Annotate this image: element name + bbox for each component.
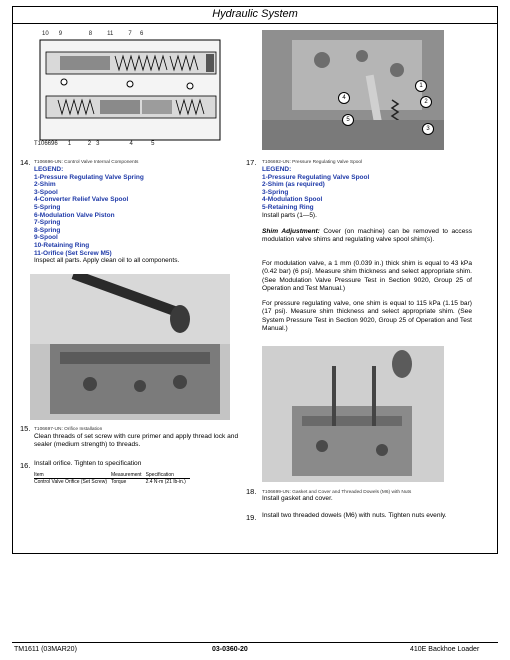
step-18-number: 18. [246, 487, 257, 496]
fig2-callout: 3 [422, 123, 434, 135]
step-17-caption: T106692-UN: Pressure Regulating Valve Spool [262, 160, 363, 165]
footer-page-number: 03-0360-20 [212, 646, 248, 653]
fig1-top-num: 9 [58, 31, 63, 37]
legend-item: 1-Pressure Regulating Valve Spool [262, 173, 370, 181]
figure-orifice-installation [30, 274, 230, 420]
fig1-top-num: 10 [42, 31, 49, 37]
step-15-caption: T106697-UN: Orifice Installation [34, 427, 103, 432]
control-valve-drawing [30, 30, 235, 152]
figure-pressure-regulating-spool [262, 30, 444, 150]
table-header-cell: Item [34, 472, 111, 479]
header-rule [12, 23, 498, 24]
step-15-text: Clean threads of set screw with cure primer and apply thread lock and sealer (medium strength) to threads. [34, 433, 239, 449]
footer-machine-name: 410E Backhoe Loader [410, 646, 480, 653]
legend-title: LEGEND: [262, 166, 292, 173]
step-17-instruction: Install parts (1—5). [262, 211, 317, 219]
legend-item: 3-Spool [34, 188, 58, 196]
orifice-photo [30, 274, 230, 420]
step-14-number: 14. [20, 158, 31, 167]
fig1-top-num: 8 [88, 31, 93, 37]
legend-item: 4-Modulation Spool [262, 196, 323, 204]
table-row [34, 479, 190, 486]
fig1-top-num: 7 [128, 31, 132, 37]
figure-control-valve-internal [30, 30, 235, 152]
table-cell: 2.4 N·m (21 lb-in.) [145, 479, 186, 485]
step-14-instruction: Inspect all parts. Apply clean oil to all components. [34, 257, 180, 265]
step-16-number: 16. [20, 461, 31, 470]
legend-item: 11-Orifice (Set Screw M5) [34, 249, 112, 257]
legend-item: 2-Shim (as required) [262, 181, 325, 189]
legend-item: 8-Spring [34, 226, 61, 234]
legend-item: 2-Shim [34, 181, 56, 189]
legend-item: 10-Retaining Ring [34, 241, 90, 249]
fig2-callout: 4 [338, 92, 350, 104]
fig1-bottom-num: 4 [129, 141, 133, 147]
step-15-number: 15. [20, 424, 31, 433]
legend-item: 9-Spool [34, 234, 58, 242]
figure-gasket-cover [262, 346, 444, 482]
legend-item: 5-Retaining Ring [262, 203, 314, 211]
table-header-cell: Specification [146, 472, 190, 479]
step-19-number: 19. [246, 513, 257, 522]
page-title: Hydraulic System [212, 8, 298, 20]
fig1-id: T106696 [34, 141, 58, 147]
shim-text: Cover (on machine) can be removed to access modulation valve shims and regulating valve spool shim(s). [262, 228, 472, 244]
shim-adjustment-paragraph [262, 228, 472, 245]
fig2-callout: 5 [342, 114, 354, 126]
fig2-callout: 2 [420, 96, 432, 108]
fig1-bottom-num: 1 [67, 141, 72, 147]
fig1-bottom-num: 5 [151, 141, 155, 147]
step-17-number: 17. [246, 158, 257, 167]
legend-item: 4-Converter Relief Valve Spool [34, 196, 129, 204]
step-18-caption: T106699-UN: Gasket and Cover and Threaded Dowels (M6) with Nuts [262, 490, 412, 495]
table-cell: Torque [110, 479, 127, 485]
fig1-bottom-num: 3 [96, 141, 100, 147]
step-14-legend [34, 166, 244, 265]
fig2-callout: 1 [415, 80, 427, 92]
step-18-text: Install gasket and cover. [262, 495, 333, 502]
modulation-valve-paragraph: For modulation valve, a 1 mm (0.039 in.) thick shim is equal to 43 kPa (0.42 bar) (6 psi). Measure shim thickness and select appropriate shim. (See Modulation Valve Pressure Test in Section 9020, Group 25 of Operation and Test Manual.) [262, 260, 472, 293]
legend-item: 1-Pressure Regulating Valve Spring [34, 173, 144, 181]
step-14-caption: T106696-UN: Control Valve Internal Components [34, 160, 139, 165]
table-header-cell: Measurement [111, 472, 146, 479]
step-17-legend [262, 166, 477, 219]
legend-title: LEGEND: [34, 166, 64, 173]
step-16-text: Install orifice. Tighten to specification [34, 460, 142, 467]
footer-rule [12, 642, 498, 643]
legend-item: 6-Modulation Valve Piston [34, 211, 115, 219]
pressure-regulating-paragraph: For pressure regulating valve, one shim is equal to 115 kPa (1.15 bar) (17 psi). Measure shim thickness and select appropriate shim. (See System Pressure Test in Section 9020, Group 25 of Operation and Test Manual.) [262, 300, 472, 333]
table-cell: Control Valve Orifice (Set Screw) [34, 479, 107, 485]
footer-manual-id: TM1611 (03MAR20) [14, 646, 77, 653]
legend-item: 5-Spring [34, 203, 61, 211]
fig1-bottom-num: 2 [87, 141, 92, 147]
fig1-top-num: 6 [140, 31, 144, 37]
step-19-text: Install two threaded dowels (M6) with nuts. Tighten nuts evenly. [262, 512, 447, 519]
gasket-photo [262, 346, 444, 482]
legend-item: 3-Spring [262, 188, 289, 196]
fig1-top-num: 11 [107, 31, 114, 37]
shim-heading: Shim Adjustment: [262, 228, 320, 235]
specification-table [34, 472, 190, 485]
legend-item: 7-Spring [34, 219, 61, 227]
